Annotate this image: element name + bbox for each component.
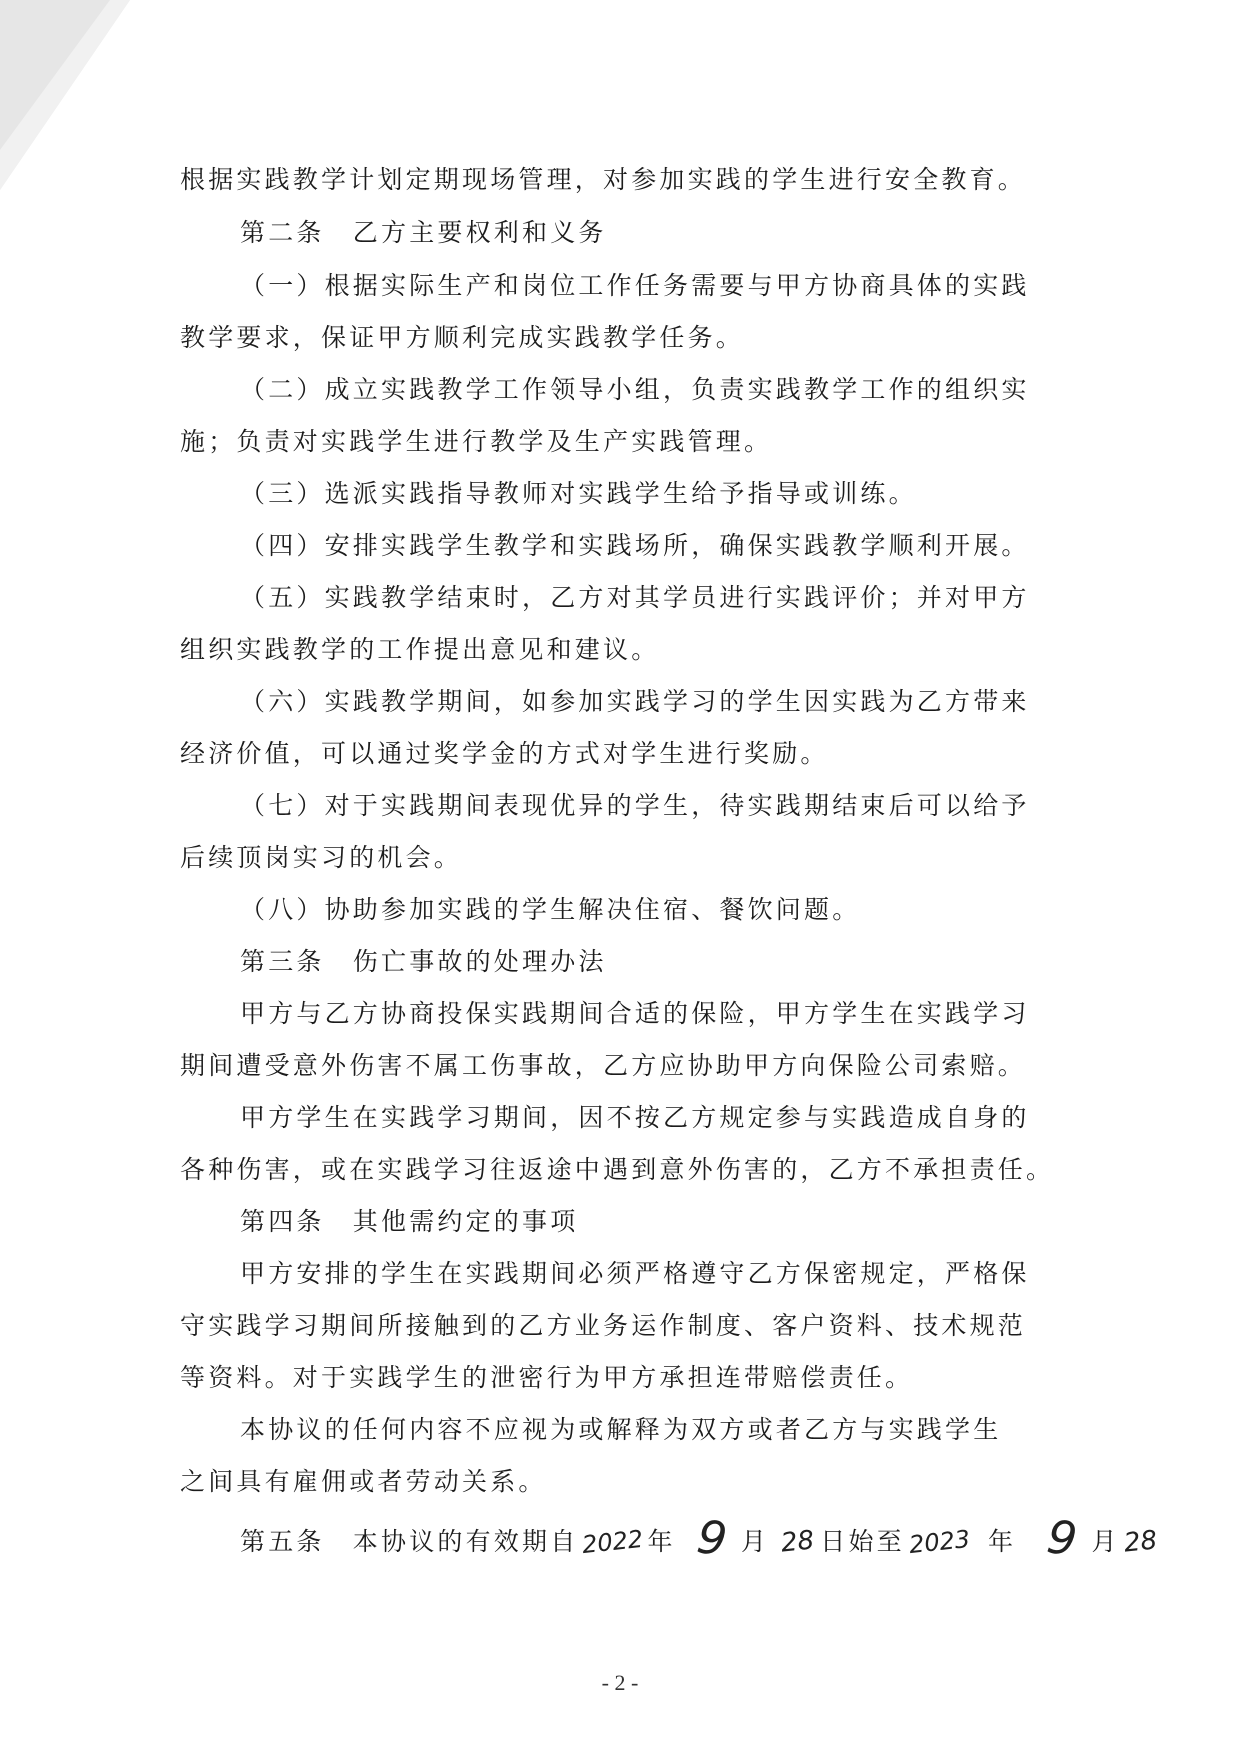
text-line: （五）实践教学结束时，乙方对其学员进行实践评价；并对甲方	[240, 583, 1030, 612]
text-line: 期间遭受意外伤害不属工伤事故，乙方应协助甲方向保险公司索赔。	[180, 1051, 1027, 1080]
text-line: 守实践学习期间所接触到的乙方业务运作制度、客户资料、技术规范	[180, 1311, 1027, 1340]
text-line: 组织实践教学的工作提出意见和建议。	[180, 635, 660, 664]
text-line: 施；负责对实践学生进行教学及生产实践管理。	[180, 427, 773, 456]
year-label: 年	[987, 1527, 1017, 1556]
section-heading: 第三条 伤亡事故的处理办法	[240, 947, 607, 976]
handwritten-start-year: 2022	[581, 1524, 645, 1560]
year-label: 年	[647, 1527, 676, 1556]
validity-period-line	[240, 1509, 1159, 1567]
text-line: 甲方学生在实践学习期间，因不按乙方规定参与实践造成自身的	[240, 1103, 1030, 1132]
text-line: 后续顶岗实习的机会。	[180, 843, 463, 872]
month-label: 月	[740, 1527, 770, 1556]
text-line: 经济价值，可以通过奖学金的方式对学生进行奖励。	[180, 739, 829, 768]
handwritten-start-day: 28	[779, 1525, 816, 1559]
section-heading: 第二条 乙方主要权利和义务	[240, 218, 607, 247]
text-line: （三）选派实践指导教师对实践学生给予指导或训练。	[240, 479, 917, 508]
text-line: 教学要求，保证甲方顺利完成实践教学任务。	[180, 323, 745, 352]
text-line: （八）协助参加实践的学生解决住宿、餐饮问题。	[240, 895, 861, 924]
text-line: 之间具有雇佣或者劳动关系。	[180, 1467, 547, 1496]
text-line: 等资料。对于实践学生的泄密行为甲方承担连带赔偿责任。	[180, 1363, 914, 1392]
validity-mid-text: 日始至	[820, 1527, 905, 1556]
text-line: （二）成立实践教学工作领导小组，负责实践教学工作的组织实	[240, 375, 1030, 404]
handwritten-end-year: 2023	[907, 1524, 972, 1560]
text-line: （一）根据实际生产和岗位工作任务需要与甲方协商具体的实践	[240, 271, 1030, 300]
handwritten-end-day: 28	[1122, 1525, 1159, 1559]
text-line: 各种伤害，或在实践学习往返途中遇到意外伤害的，乙方不承担责任。	[180, 1155, 1055, 1184]
text-line: （六）实践教学期间，如参加实践学习的学生因实践为乙方带来	[240, 687, 1030, 716]
month-label: 月	[1091, 1527, 1120, 1556]
handwritten-start-month: 9	[693, 1509, 731, 1567]
text-line: （四）安排实践学生教学和实践场所，确保实践教学顺利开展。	[240, 531, 1030, 560]
page-number: - 2 -	[601, 1670, 639, 1695]
section-heading: 第四条 其他需约定的事项	[240, 1207, 579, 1236]
validity-prefix: 第五条 本协议的有效期自	[240, 1527, 579, 1556]
text-line: 甲方安排的学生在实践期间必须严格遵守乙方保密规定，严格保	[240, 1259, 1030, 1288]
text-line: 根据实践教学计划定期现场管理，对参加实践的学生进行安全教育。	[180, 165, 1027, 194]
text-line: （七）对于实践期间表现优异的学生，待实践期结束后可以给予	[240, 791, 1030, 820]
text-line: 本协议的任何内容不应视为或解释为双方或者乙方与实践学生	[240, 1415, 1002, 1444]
handwritten-end-month: 9	[1043, 1509, 1081, 1567]
text-line: 甲方与乙方协商投保实践期间合适的保险，甲方学生在实践学习	[240, 999, 1030, 1028]
